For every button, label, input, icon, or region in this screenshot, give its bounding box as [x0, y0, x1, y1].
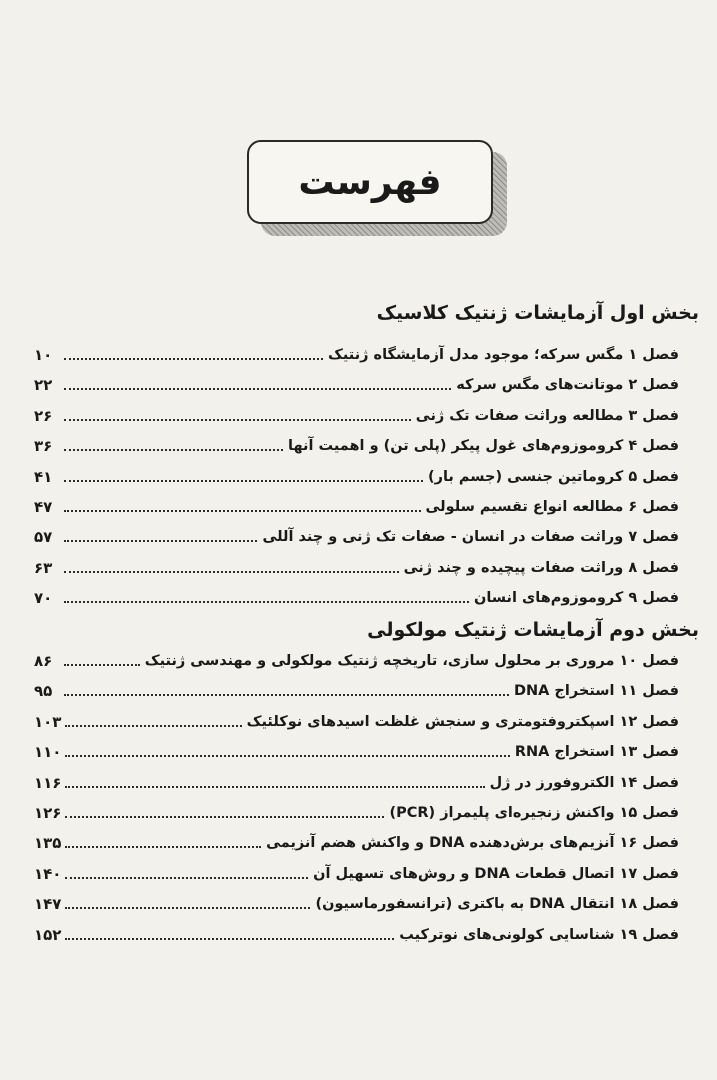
toc-entry[interactable] — [34, 587, 679, 609]
section-heading: بخش اول آزمایشات ژنتیک کلاسیک — [376, 302, 699, 324]
toc-entry-title: فصل ۲ موتانت‌های مگس سرکه — [456, 377, 679, 394]
toc-entry-page: ۴۷ — [34, 498, 53, 516]
toc-entry-page: ۱۰۳ — [34, 712, 62, 731]
dot-leader — [64, 387, 451, 390]
toc-entry-title: فصل ۵ کروماتین جنسی (جسم بار) — [428, 468, 679, 485]
dot-leader — [65, 937, 394, 940]
toc-entry[interactable] — [34, 405, 679, 427]
toc-entry[interactable] — [34, 496, 679, 518]
toc-entry-title: فصل ۱۰ مروری بر محلول سازی، تاریخچه ژنتیک مولکولی و مهندسی ژنتیک — [144, 653, 679, 669]
toc-entry-title: فصل ۶ مطالعه انواع تقسیم سلولی — [425, 499, 679, 515]
dot-leader — [64, 509, 421, 512]
toc-entry-page: ۴۱ — [34, 467, 53, 486]
toc-entry[interactable] — [34, 741, 679, 763]
dot-leader — [65, 906, 310, 909]
dot-leader — [64, 479, 423, 482]
dot-leader — [64, 600, 469, 603]
dot-leader — [64, 448, 283, 451]
toc-entry-page: ۳۶ — [34, 437, 53, 456]
toc-entry[interactable] — [34, 650, 679, 672]
dot-leader — [64, 693, 509, 696]
toc-entry-title: فصل ۱۸ انتقال DNA به باکتری (ترانسفورماسیون) — [315, 896, 679, 913]
toc-entry-page: ۷۰ — [34, 589, 53, 608]
toc-entry-title: فصل ۷ وراثت صفات در انسان - صفات تک ژنی و چند آللی — [262, 529, 679, 546]
toc-entry-page: ۱۱۰ — [34, 743, 62, 762]
toc-entry[interactable] — [34, 711, 679, 733]
page-title: فهرست — [298, 161, 442, 203]
toc-entry-page: ۵۷ — [34, 528, 53, 547]
toc-entry-page: ۱۳۵ — [34, 834, 62, 853]
dot-leader — [64, 663, 140, 666]
toc-entry[interactable] — [34, 557, 679, 579]
toc-entry-title: فصل ۱۴ الکتروفورز در ژل — [489, 774, 679, 791]
toc-entry-title: فصل ۳ مطالعه وراثت صفات تک ژنی — [415, 407, 679, 424]
dot-leader — [64, 570, 399, 573]
dot-leader — [64, 539, 257, 542]
toc-entry-page: ۱۰ — [34, 346, 53, 364]
toc-entry-title: فصل ۱۵ واکنش زنجیره‌ای پلیمراز (PCR) — [389, 805, 679, 821]
toc-entry-title: فصل ۱۶ آنزیم‌های برش‌دهنده DNA و واکنش هضم آنزیمی — [266, 835, 679, 852]
toc-entry[interactable] — [34, 344, 679, 366]
toc-entry[interactable] — [34, 772, 679, 794]
toc-entry[interactable] — [34, 832, 679, 854]
section-heading: بخش دوم آزمایشات ژنتیک مولکولی — [367, 619, 699, 641]
toc-entry-title: فصل ۱۹ شناسایی کولونی‌های نوترکیب — [399, 926, 679, 943]
toc-entry-title: فصل ۱۲ اسپکتروفتومتری و سنجش غلظت اسیدهای نوکلئیک — [246, 713, 679, 730]
dot-leader — [65, 724, 241, 727]
toc-entry-page: ۶۳ — [34, 558, 53, 577]
toc-entry-page: ۱۴۷ — [34, 895, 62, 914]
toc-entry[interactable] — [34, 526, 679, 548]
toc-entry[interactable] — [34, 680, 679, 702]
toc-entry[interactable] — [34, 863, 679, 885]
toc-entry[interactable] — [34, 924, 679, 946]
toc-entry[interactable] — [34, 466, 679, 488]
toc-entry-page: ۱۴۰ — [34, 864, 62, 883]
dot-leader — [64, 418, 411, 421]
toc-entry-page: ۲۲ — [34, 376, 53, 395]
toc-entry-title: فصل ۴ کروموزوم‌های غول پیکر (پلی تن) و اهمیت آنها — [288, 438, 679, 455]
dot-leader — [65, 876, 308, 879]
toc-entry-page: ۸۶ — [34, 652, 53, 670]
dot-leader — [65, 815, 384, 818]
dot-leader — [65, 754, 509, 757]
toc-entry-title: فصل ۱۳ استخراج RNA — [514, 744, 679, 761]
toc-entry[interactable] — [34, 435, 679, 457]
toc-entry-title: فصل ۹ کروموزوم‌های انسان — [473, 590, 679, 607]
toc-entry[interactable] — [34, 893, 679, 915]
dot-leader — [65, 785, 484, 788]
toc-entry-page: ۲۶ — [34, 406, 53, 425]
toc-entry[interactable] — [34, 802, 679, 824]
toc-entry-page: ۱۱۶ — [34, 773, 62, 792]
toc-entry-page: ۱۲۶ — [34, 804, 62, 822]
toc-entry-title: فصل ۱۷ اتصال قطعات DNA و روش‌های تسهیل آن — [313, 865, 679, 882]
toc-entry[interactable] — [34, 374, 679, 396]
toc-entry-page: ۱۵۲ — [34, 925, 62, 944]
toc-entry-page: ۹۵ — [34, 682, 53, 701]
toc-entry-title: فصل ۱۱ استخراج DNA — [513, 683, 679, 700]
toc-entry-title: فصل ۸ وراثت صفات پیچیده و چند ژنی — [403, 559, 679, 576]
dot-leader — [64, 357, 323, 360]
dot-leader — [65, 845, 261, 848]
toc-entry-title: فصل ۱ مگس سرکه؛ موجود مدل آزمایشگاه ژنتیک — [328, 347, 679, 363]
